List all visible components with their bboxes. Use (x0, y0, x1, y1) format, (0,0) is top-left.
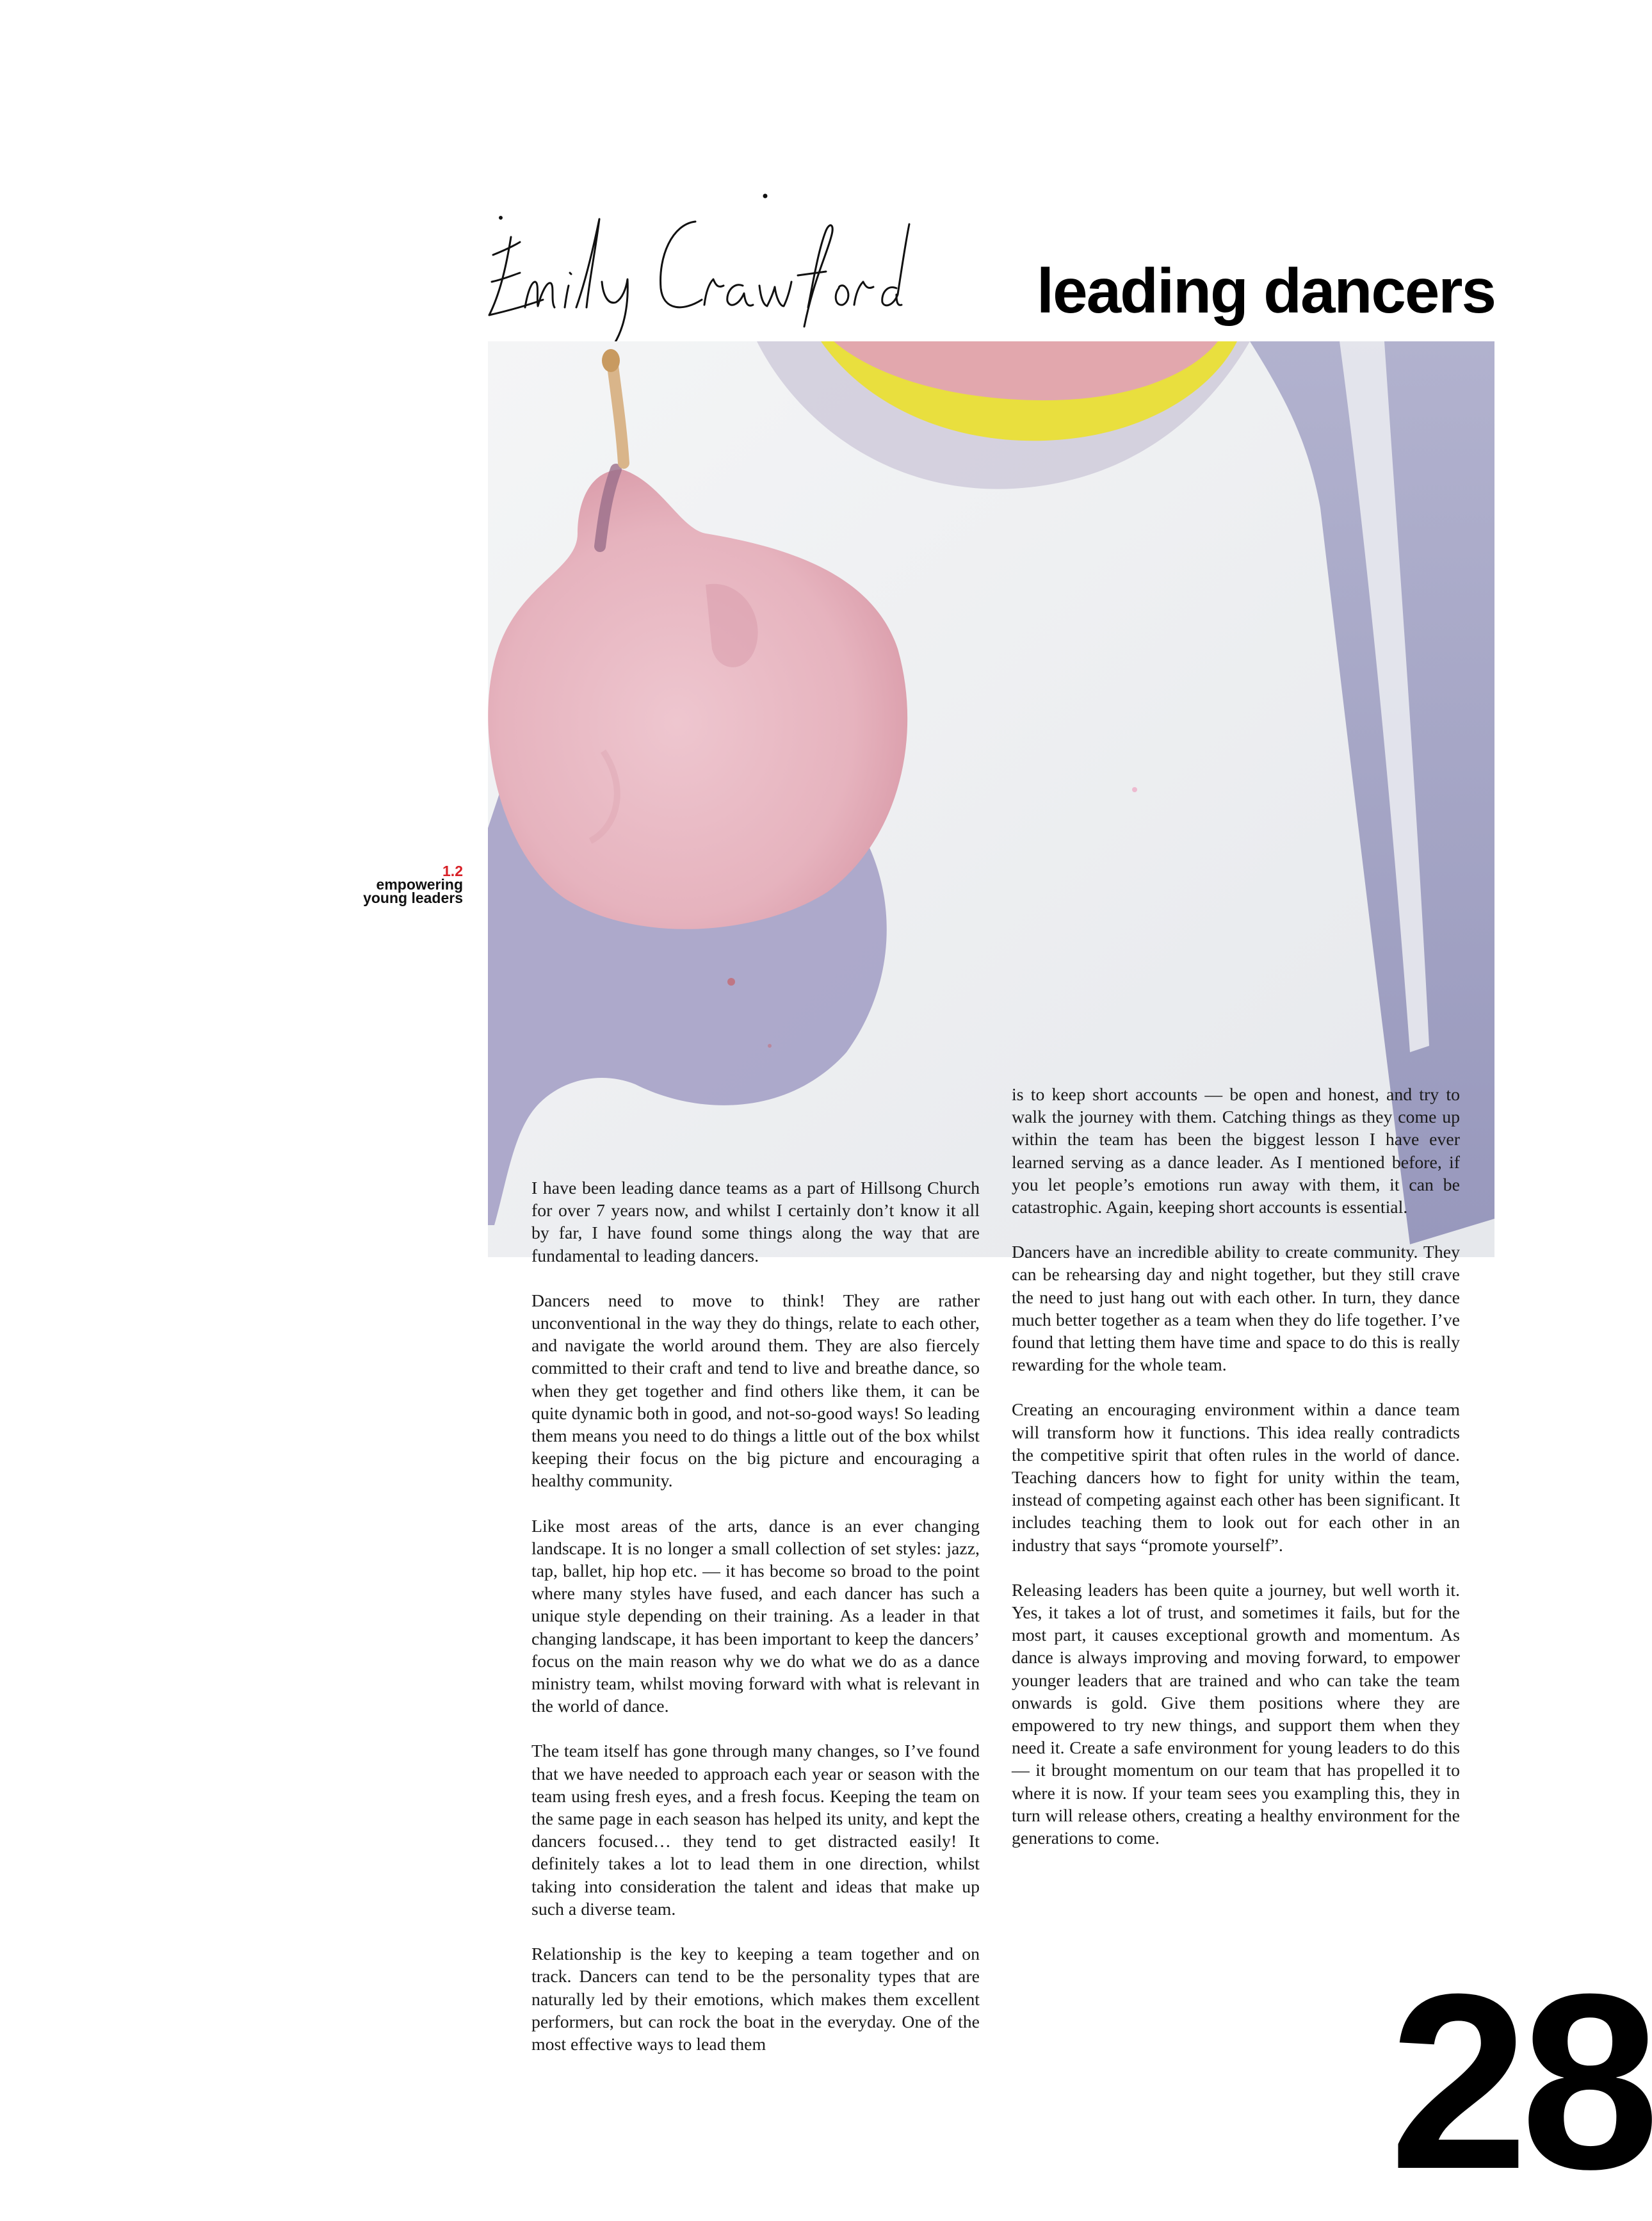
paragraph: Dancers have an incredible ability to create community. They can be rehearsing day and night together, but they still crave the need to just hang out with each other. In turn, they dance much better together as a team when they do life together. I’ve found that letting them have time and space to do this is really rewarding for the whole team. (1012, 1242, 1460, 1376)
paragraph: I have been leading dance teams as a part of Hillsong Church for over 7 years now, and whilst I certainly don’t know it all by far, I have found some things along the way that are fundamental to leading dancers. (531, 1178, 980, 1266)
article-headline: leading dancers (1036, 256, 1495, 326)
paragraph: Relationship is the key to keeping a team together and on track. Dancers can tend to be the personality types that are naturally led by their emotions, which makes them excellent performers, but can rock the boat in the everyday. One of the most effective ways to lead them (531, 1944, 980, 2054)
paragraph: The team itself has gone through many changes, so I’ve found that we have needed to approach each year or season with the team using fresh eyes, and a fresh focus. Keeping the team on the same page in each season has helped its unity, and kept the dancers focused… they tend to get distracted easily! It definitely takes a lot to lead them in one direction, whilst taking into consideration the talent and ideas that make up such a diverse team. (531, 1741, 980, 1919)
section-title-line-2: young leaders (363, 890, 463, 906)
paragraph: Releasing leaders has been quite a journey, but well worth it. Yes, it takes a lot of trust, and sometimes it fails, but for the most part, it causes exceptional growth and momentum. As dance is always improving and moving forward, to empower younger leaders that are trained and who can take the team onwards is gold. Give them positions where they are empowered to try new things, and support them when they need it. Create a safe environment for young leaders to do this — it brought momentum on our team that has propelled it to where it is now. If your team sees you exampling this, they in turn will release others, creating a healthy environment for the generations to come. (1012, 1580, 1460, 1849)
body-column-left (531, 1177, 980, 2078)
author-signature (480, 179, 916, 365)
paragraph: Dancers need to move to think! They are rather unconventional in the way they do things, relate to each other, and navigate the world around them. They are also fiercely committed to their craft and tend to live and breathe dance, so when they get together and find others like them, it can be quite dynamic both in good, and not-so-good ways! So leading them means you need to do things a little out of the box whilst keeping their focus on the big picture and encouraging a healthy community. (531, 1290, 980, 1492)
section-label (333, 865, 463, 905)
page-number: 28 (1389, 1942, 1652, 2221)
paragraph: is to keep short accounts — be open and honest, and try to walk the journey with them. Catching things as they come up within the team has been the biggest lesson I have ever learned serving as a dance leader. As I mentioned before, if you let people’s emotions run away with them, it can be catastrophic. Again, keeping short accounts is essential. (1012, 1085, 1460, 1218)
section-number: 1.2 (442, 863, 463, 879)
body-column-right (1012, 1084, 1460, 1872)
section-title-line-1: empowering (376, 876, 463, 893)
paragraph: Creating an encouraging environment within a dance team will transform how it functions. This idea really contradicts the competitive spirit that often rules in the world of dance. Teaching dancers how to fight for unity within the team, instead of competing against each other has been significant. It includes teaching them to look out for each other in an industry that says “promote yourself”. (1012, 1400, 1460, 1556)
paragraph: Like most areas of the arts, dance is an ever changing landscape. It is no longer a small collection of set styles: jazz, tap, ballet, hip hop etc. — it has become so broad to the point where many styles have fused, and each dancer has such a unique style depending on their training. As a leader in that changing landscape, it has been important to keep the dancers’ focus on the main reason why we do what we do as a dance ministry team, whilst moving forward with what is relevant in the world of dance. (531, 1516, 980, 1717)
